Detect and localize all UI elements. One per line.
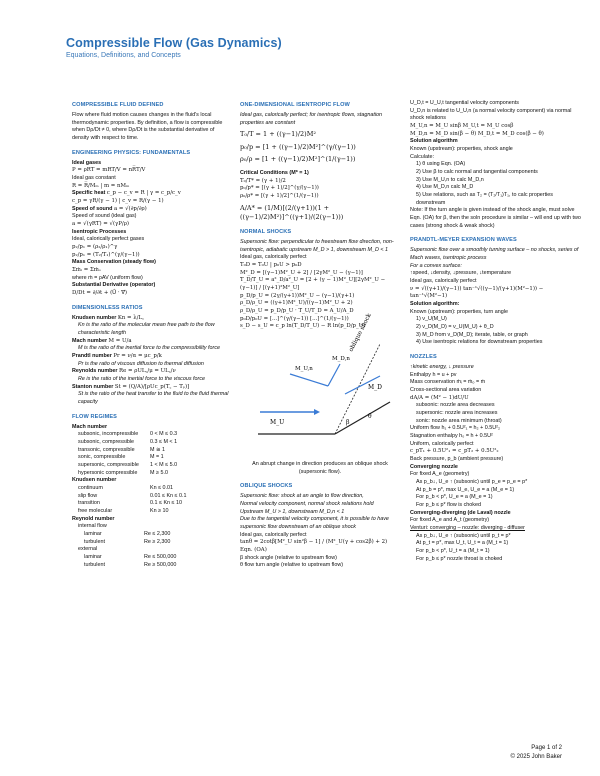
equation: c_p − c_v = R | γ = c_p/c_v: [106, 190, 181, 197]
equation: ρ₀/ρ* = [(γ + 1)/2]^(1/(γ−1)): [240, 192, 319, 199]
subheading: Isentropic Processes: [72, 228, 127, 235]
equation: p₀/p = [1 + ((γ−1)/2)M²]^(γ/(γ−1)): [240, 142, 356, 151]
table-cell: hypersonic compressible: [78, 469, 138, 476]
table-row: [78, 447, 230, 455]
text-line: Known (upstream): properties, shock angle: [410, 146, 513, 153]
equation: p₀D/p₀U = [...]^(γ/(γ−1)) [...]^(1/(γ−1)): [240, 315, 349, 322]
text-line: external: [78, 546, 98, 553]
section-heading: NOZZLES: [410, 354, 437, 361]
subheading: Stanton number: [72, 383, 114, 390]
equation: c_pT₁ + 0.5U²₁ = c_pT₂ + 0.5U²₂: [410, 448, 499, 455]
note: Note: If the turn angle is given instead of the shock angle, must solve Eqn. (OA) for β, then the soln procedure is similar – will end up with two cases (strong shock & weak shock): [410, 207, 581, 229]
section-heading: COMPRESSIBLE FLUID DEFINED: [72, 102, 164, 108]
text-line: [72, 353, 230, 361]
arrow-head: [314, 409, 320, 415]
equation: M²_D = [(γ−1)M²_U + 2] / [2γM²_U − (γ−1)]: [240, 269, 363, 276]
equation: T₀D = T₀U | p₀U > p₀D: [240, 262, 302, 269]
table-row: [78, 431, 230, 439]
mu-label: M_U: [270, 419, 285, 427]
table-cell: free molecular: [78, 507, 113, 514]
subheading: Reynolds number: [72, 368, 118, 375]
step: At p_b = p*, max U_e, U_e = a (M_e = 1): [416, 486, 515, 493]
equation: M_U,n = M_U sinβ M_U,t = M_U cosβ: [410, 123, 514, 130]
mun-label: M_U,n: [295, 366, 313, 373]
equation-number: Eqn. (OA): [240, 547, 267, 554]
table-cell: laminar: [84, 531, 102, 537]
step: 1) ν_U(M_U): [416, 316, 447, 323]
description: Kn is the ratio of the molecular mean free path to the flow characteristic length: [78, 322, 215, 336]
text-line: Venturi: converging – nozzle: diverging - diffuser: [410, 525, 525, 532]
table-cell: continuum: [78, 484, 103, 491]
table-row: [78, 493, 230, 501]
text-line: supersonic: nozzle area increases: [416, 410, 498, 417]
description: Supersonic flow: shock at an angle to flow direction,: [240, 493, 364, 500]
page-number: Page 1 of 2: [531, 745, 562, 751]
table-cell: transonic, compressible: [78, 446, 135, 453]
column-2: [240, 70, 400, 570]
table-cell: 0.3 ≤ M < 1: [150, 438, 178, 445]
section-heading: ONE-DIMENSIONAL ISENTROPIC FLOW: [240, 102, 350, 108]
description: Supersonic flow: perpendicular to freestream flow direction, non-isentropic, adiabatic upstream M_D > 1, downstream M_D < 1: [240, 239, 394, 253]
equation: R = R̅/Mₘ | m = nMₘ: [72, 182, 130, 189]
text-line: subsonic: nozzle area decreases: [416, 402, 495, 409]
step: 2) ν_D(M_D) = ν_U(M_U) + θ_D: [416, 324, 494, 331]
table-cell: turbulent: [84, 561, 105, 568]
subheading: Mass Conservation (steady flow): [72, 259, 156, 266]
page-title: Compressible Flow (Gas Dynamics): [66, 36, 282, 50]
equation: p₀/p* = [(γ + 1)/2]^(γ/(γ−1)): [240, 185, 319, 192]
table-cell: supersonic, compressible: [78, 461, 139, 468]
step: For p_b ≤ p* flow is choked: [416, 502, 481, 509]
subheading: Substantial Derivative (operator): [72, 282, 156, 289]
description: St is the ratio of the heat transfer to the fluid to the fluid thermal capacity: [78, 391, 229, 405]
equation: a = √(∂p/∂ρ): [113, 205, 147, 212]
table-cell: laminar: [84, 554, 102, 561]
equation: ρ_D/ρ_U = ((γ+1)M²_U)/((γ−1)M²_U + 2): [240, 300, 353, 307]
subheading: Speed of sound: [72, 205, 113, 212]
step: As p_b↓, U_e ↑ (subsonic) until p_e = p_e = p*: [416, 479, 528, 486]
subheading: Knudsen number: [72, 314, 117, 321]
description: M is the ratio of the inertial force to the compressibility force: [78, 345, 221, 352]
text-line: Ideal, calorically perfect gases: [72, 236, 145, 243]
text-line: Cross-sectional area variation: [410, 387, 482, 394]
equation: T_D/T_U = a²_D/a²_U = [2 + (γ − 1)M²_U][2γM²_U − (γ−1)] / [(γ+1)²M²_U]: [240, 277, 386, 292]
table-cell: subsonic, compressible: [78, 438, 135, 445]
description: Due to the tangential velocity component, it is possible to have supersonic flow downstream of an oblique shock: [240, 516, 389, 531]
subheading: Solution algorithm:: [410, 301, 460, 308]
equation: s_D − s_U = c_p ln(T_D/T_U) − R ln(p_D/p_U): [240, 323, 366, 330]
text-line: Uniform flow h₁ + 0.5U²₁ = h₂ + 0.5U²₂: [410, 425, 501, 432]
figure-caption: An abrupt change in direction produces an oblique shock (supersonic flow).: [252, 461, 388, 475]
equation: tanθ = 2cotβ[M²_U sin²β − 1] / (M²_U(γ + cos2β) + 2): [240, 539, 388, 546]
equation: ν = √((γ+1)/(γ−1)) tan⁻¹√((γ−1)/(γ+1)(M²−1)) − tan⁻¹√(M²−1): [410, 285, 544, 300]
beta-label: β: [346, 419, 350, 427]
step: As p_b↓, U_e ↑ (subsonic) until p_t = p*: [416, 532, 511, 539]
text-line: [72, 384, 230, 392]
text-line: [72, 190, 230, 198]
subheading: Prandtl number: [72, 352, 112, 359]
table-cell: M ≥ 5.0: [150, 469, 168, 476]
description: Re is the ratio of the inertial force to the viscous force: [78, 375, 206, 382]
table-cell: Re ≥ 2,300: [144, 538, 171, 545]
table-row: [84, 562, 230, 570]
section-heading: NORMAL SHOCKS: [240, 229, 292, 236]
page-subtitle: Equations, Definitions, and Concepts: [66, 52, 181, 59]
table-cell: M ≅ 1: [150, 446, 166, 453]
equation: p₂/p₁ = (ρ₂/ρ₁)^γ: [72, 243, 118, 250]
table-cell: sonic, compressible: [78, 454, 126, 461]
step: For p_b < p*, U_t = a (M_t = 1): [416, 548, 490, 555]
section-heading: FLOW REGIMES: [72, 413, 118, 420]
text-line: [72, 338, 230, 346]
subheading: Knudsen number: [72, 477, 117, 484]
step: 4) Use M_D,n calc M_D: [416, 184, 474, 191]
text-line: For fixed A_e and A_t (geometry): [410, 517, 490, 524]
table-row: [78, 454, 230, 462]
table-row: [84, 554, 230, 562]
equation: p₂/p₁ = (T₂/T₁)^(γ/(γ−1)): [72, 251, 140, 258]
theta-label: θ: [368, 413, 372, 421]
table-row: [78, 462, 230, 470]
shock-label: oblique shock: [347, 312, 373, 353]
table-row: [78, 485, 230, 493]
text-line: Ideal gas, calorically perfect: [240, 254, 307, 261]
text-line: U_D,n is related to U_U,n (a normal velocity component) via normal shock relations: [410, 107, 572, 122]
text-line: Back pressure, p_b (ambient pressure): [410, 456, 504, 463]
text-line: β shock angle (relative to upstream flow): [240, 554, 337, 561]
table-row: [78, 508, 230, 516]
column-1: [72, 70, 230, 569]
text-line: Mass conservation ṁᵢ = ṁₒ = ṁ: [410, 379, 486, 386]
section-heading: DIMENSIONLESS RATIOS: [72, 304, 143, 311]
text-line: [72, 368, 230, 376]
equation: P = ρRT = mRT/V = nR̅T/V: [72, 167, 146, 174]
text-line: Enthalpy h = u + pv: [410, 371, 457, 378]
table-cell: 0.1 ≤ Kn ≤ 10: [150, 500, 182, 507]
table-row: [84, 539, 230, 547]
table-cell: Kn ≤ 0.01: [150, 484, 174, 491]
table-row: [78, 500, 230, 508]
equation: Kn = λ/L꜀: [117, 314, 144, 321]
step: 3) M_D from ν_D(M_D); iterate, table, or graph: [416, 331, 528, 338]
text-line: Stagnation enthalpy h₀ = h + 0.5U²: [410, 433, 493, 440]
text-line: Known (upstream): properties, turn angle: [410, 308, 508, 315]
table-cell: slip flow: [78, 492, 98, 499]
text-line: U_D,t = U_U,t tangential velocity components: [410, 100, 519, 106]
equation: Pr = ν/α = μc_p/k: [113, 352, 162, 359]
equation: T₀/T* = (γ + 1)/2: [240, 177, 286, 184]
section-heading: PRANDTL-MEYER EXPANSION WAVES: [410, 237, 517, 244]
column-3: [410, 100, 582, 564]
equation: ρ₀/ρ = [1 + ((γ−1)/2)M²]^(1/(γ−1)): [240, 154, 356, 163]
section-heading: ENGINEERING PHYSICS: FUNDAMENTALS: [72, 149, 191, 156]
text-line: Ideal gas constant: [72, 174, 116, 181]
mach-table: [72, 431, 230, 477]
step: 5) Use relations, such as T₂ = (T₂/T₁)T₁, to calc properties downstream: [416, 192, 553, 206]
subheading: Ideal gases: [72, 159, 102, 166]
table-row: [84, 531, 230, 539]
text-line: Calculate:: [410, 153, 434, 160]
step: 1) θ using Eqn. (OA): [416, 161, 466, 168]
equation: D/Dt = ∂/∂t + (U⃗ · ∇⃗): [72, 289, 127, 296]
description: Upstream M_U > 1, downstream M_D,n < 1: [240, 508, 345, 515]
table-row: [78, 470, 230, 478]
equation-row: [240, 539, 400, 554]
step: 2) Use β to calc normal and tangential components: [416, 169, 538, 176]
equation: St = (Q/A)/[ρUc_p(T꜀ − Tₚ)]: [114, 383, 190, 390]
subheading: Solution algorithm: [410, 138, 458, 145]
subheading: Converging-diverging (de Laval) nozzle: [410, 509, 511, 516]
equation: a = √(γRT) = √(γP/ρ): [72, 220, 129, 227]
reynolds-external-table: [72, 554, 230, 569]
step: For p_b < p*, U_e = a (M_e = 1): [416, 494, 493, 501]
description: Ideal gas, calorically perfect; for isentropic flows, stagnation properties are constant: [240, 111, 383, 126]
equation: T₀/T = 1 + ((γ−1)/2)M²: [240, 130, 316, 139]
table-cell: Re ≥ 500,000: [144, 561, 177, 568]
text-line: Uniform, calorically perfect: [410, 440, 474, 447]
equation: A/A* = (1/M)[(2/(γ+1))(1 + ((γ−1)/2)M²)]^((γ+1)/(2(γ−1))): [240, 203, 344, 221]
table-cell: Kn ≥ 10: [150, 507, 169, 514]
subheading: Specific heat: [72, 190, 106, 197]
reynolds-internal-table: [72, 531, 230, 546]
mdn-label: M_D,n: [332, 356, 350, 363]
text-line: sonic: nozzle area minimum (throat): [416, 417, 502, 424]
text-line: [72, 315, 230, 323]
table-cell: M = 1: [150, 454, 164, 461]
table-cell: subsonic, incompressible: [78, 431, 139, 438]
text-line: Ideal gas, calorically perfect: [240, 531, 307, 538]
subheading: Mach number: [72, 423, 108, 430]
knudsen-table: [72, 485, 230, 516]
table-cell: Re ≤ 2,300: [144, 531, 171, 537]
description: Supersonic flow over a smoothly turning surface – no shocks, series of Mach waves, isentropic process: [410, 247, 579, 262]
text-line: ↑speed, ↓density, ↓pressure, ↓temperature: [410, 270, 512, 277]
table-cell: turbulent: [84, 538, 105, 545]
step: 4) Use isentropic relations for downstream properties: [416, 339, 543, 346]
subheading: Converging nozzle: [410, 463, 458, 470]
tangential-arrow: [328, 364, 340, 386]
table-cell: 1 < M ≤ 5.0: [150, 461, 178, 468]
step: 3) Use M_U,n to calc M_D,n: [416, 176, 484, 183]
step: At p_t = p*, max U_t, U_t = a (M_t = 1): [416, 540, 509, 547]
subheading: Reynold number: [72, 515, 115, 522]
text-line: Ideal gas, calorically perfect: [410, 278, 477, 285]
text-line: [72, 206, 230, 214]
equation: p_D/p_U = (2γ/(γ+1))M²_U − (γ−1)/(γ+1): [240, 292, 355, 299]
normal-component-arrow: [290, 374, 328, 386]
equation: Re = ρUL꜀/μ = UL꜀/ν: [119, 368, 176, 375]
text-line: Speed of sound (ideal gas): [72, 213, 137, 220]
subheading: Mach number: [72, 337, 108, 344]
equation: Σṁᵢ = Σṁₒ: [72, 266, 101, 273]
copyright: © 2025 John Baker: [510, 754, 562, 760]
equation: M = U/a: [108, 337, 132, 344]
subheading: Critical Conditions (M* = 1): [240, 169, 309, 176]
text-line: where ṁ = ρAV (uniform flow): [72, 274, 143, 281]
section-heading: OBLIQUE SHOCKS: [240, 483, 293, 490]
text-line: For a convex surface:: [410, 262, 462, 269]
paragraph: Flow where fluid motion causes changes in the fluid's local thermodynamic properties. By definition, a flow is compressible when Dρ/Dt ≠ 0, where Dρ/Dt is the substantial derivative of density with respect to time.: [72, 111, 223, 141]
text-line: internal flow: [78, 523, 107, 530]
table-cell: transition: [78, 500, 100, 507]
equation: M_D,n = M_D sin(β − θ) M_D,t = M_D cos(β − θ): [410, 130, 544, 137]
step: For p_b ≤ p* nozzle throat is choked: [416, 555, 503, 562]
page-footer: [511, 744, 562, 762]
text-line: θ flow turn angle (relative to upstream flow): [240, 562, 344, 569]
description: Normal velocity component, normal shock relations hold: [240, 501, 374, 508]
description: Pr is the ratio of viscous diffusion to thermal diffusion: [78, 360, 204, 367]
table-cell: 0 < M ≤ 0.3: [150, 431, 178, 438]
equation: c_p = γR/(γ − 1) | c_v = R/(γ − 1): [72, 197, 164, 204]
table-cell: Re ≤ 500,000: [144, 554, 177, 561]
table-cell: 0.01 ≤ Kn ≤ 0.1: [150, 492, 187, 499]
equation: ρ_D/ρ_U = p_D/p_U · T_U/T_D = A_U/A_D: [240, 308, 354, 315]
md-label: M_D: [368, 384, 382, 392]
table-row: [78, 439, 230, 447]
text-line: For fixed A_e (geometry): [410, 471, 470, 478]
text-line: ↑kinetic energy, ↓ pressure: [410, 364, 474, 371]
equation: dA/A = (M² − 1)dU/U: [410, 394, 469, 401]
